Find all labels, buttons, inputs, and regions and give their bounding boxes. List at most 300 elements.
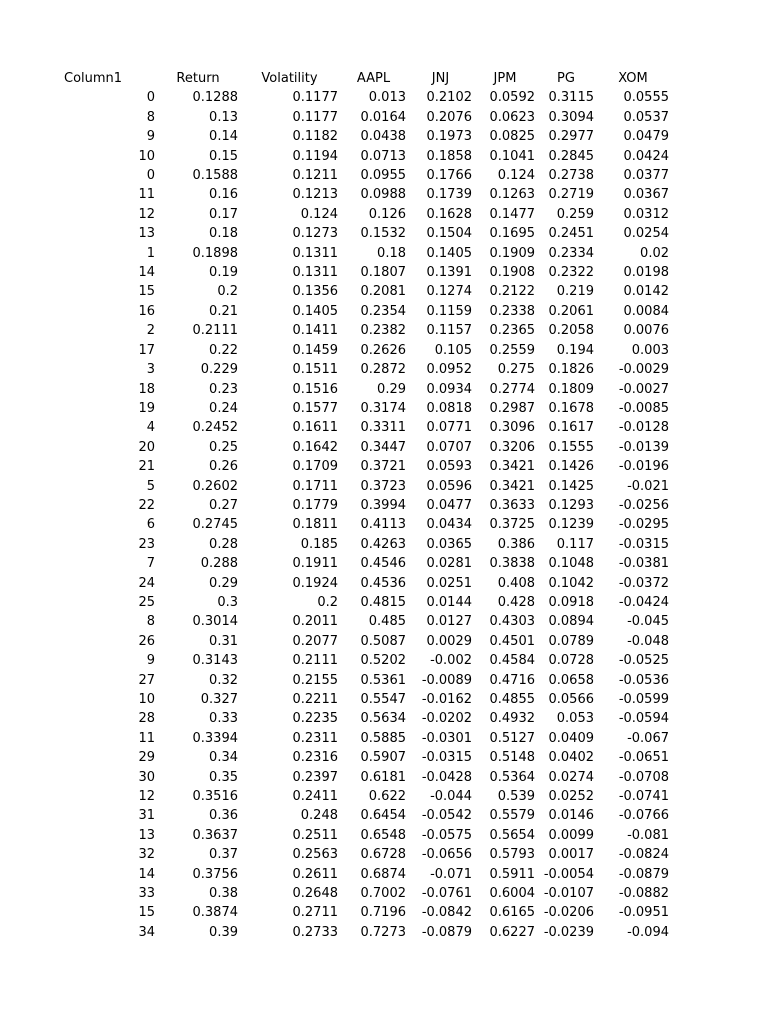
- table-cell[interactable]: 0.124: [497, 168, 535, 184]
- column-header[interactable]: XOM: [618, 71, 648, 86]
- table-cell[interactable]: 0.5885: [360, 730, 406, 746]
- table-cell[interactable]: 0.1182: [292, 129, 338, 145]
- table-cell[interactable]: 0.2452: [192, 420, 238, 436]
- row-index-cell[interactable]: 4: [146, 420, 155, 436]
- table-cell[interactable]: 0.2334: [548, 245, 594, 261]
- table-cell[interactable]: 0.38: [209, 886, 238, 902]
- table-cell[interactable]: 0.1211: [292, 168, 338, 184]
- table-cell[interactable]: 0.2382: [360, 323, 406, 339]
- table-cell[interactable]: 0.105: [434, 342, 472, 358]
- table-cell[interactable]: 0.126: [368, 206, 406, 222]
- table-cell[interactable]: 0.0952: [426, 362, 472, 378]
- table-cell[interactable]: -0.045: [627, 614, 669, 630]
- table-cell[interactable]: 0.1678: [548, 400, 594, 416]
- table-cell[interactable]: 0.3: [217, 594, 238, 610]
- table-cell[interactable]: 0.4815: [360, 594, 406, 610]
- table-cell[interactable]: 0.3725: [489, 517, 535, 533]
- table-cell[interactable]: 0.2397: [292, 769, 338, 785]
- column-header[interactable]: JNJ: [431, 71, 450, 86]
- table-cell[interactable]: 0.2411: [292, 789, 338, 805]
- table-cell[interactable]: 0.1924: [292, 575, 338, 591]
- table-cell[interactable]: 0.1356: [292, 284, 338, 300]
- table-cell[interactable]: 0.3994: [360, 497, 406, 513]
- table-cell[interactable]: -0.0536: [618, 672, 669, 688]
- table-cell[interactable]: 0.1194: [292, 148, 338, 164]
- table-cell[interactable]: 0.37: [209, 847, 238, 863]
- table-cell[interactable]: 0.25: [209, 439, 238, 455]
- table-cell[interactable]: 0.229: [200, 362, 238, 378]
- table-cell[interactable]: 0.2733: [292, 924, 338, 940]
- row-index-cell[interactable]: 26: [138, 633, 155, 649]
- table-cell[interactable]: 0.5087: [360, 633, 406, 649]
- table-cell[interactable]: 0.5634: [360, 711, 406, 727]
- table-cell[interactable]: -0.0741: [618, 789, 669, 805]
- table-cell[interactable]: 0.7196: [360, 905, 406, 921]
- table-cell[interactable]: 0.6227: [489, 924, 535, 940]
- row-index-cell[interactable]: 0: [146, 168, 155, 184]
- table-cell[interactable]: 0.1779: [292, 497, 338, 513]
- table-cell[interactable]: 0.0252: [548, 789, 594, 805]
- table-cell[interactable]: -0.0594: [618, 711, 669, 727]
- table-cell[interactable]: 0.2: [317, 594, 338, 610]
- row-index-cell[interactable]: 8: [146, 614, 155, 630]
- table-cell[interactable]: 0.0728: [548, 653, 594, 669]
- table-cell[interactable]: 0.5654: [489, 827, 535, 843]
- table-cell[interactable]: 0.2738: [548, 168, 594, 184]
- table-cell[interactable]: 0.4546: [360, 556, 406, 572]
- table-cell[interactable]: -0.0428: [421, 769, 472, 785]
- row-index-cell[interactable]: 8: [146, 109, 155, 125]
- table-cell[interactable]: 0.2774: [489, 381, 535, 397]
- table-cell[interactable]: 0.1504: [426, 226, 472, 242]
- table-cell[interactable]: -0.0029: [618, 362, 669, 378]
- table-cell[interactable]: 0.0076: [623, 323, 669, 339]
- table-cell[interactable]: 0.0409: [548, 730, 594, 746]
- table-cell[interactable]: 0.0127: [426, 614, 472, 630]
- table-cell[interactable]: 0.2211: [292, 692, 338, 707]
- table-cell[interactable]: 0.3447: [360, 439, 406, 455]
- table-cell[interactable]: -0.0381: [618, 556, 669, 572]
- table-cell[interactable]: 0.1973: [426, 129, 472, 145]
- table-cell[interactable]: -0.0128: [618, 420, 669, 436]
- table-cell[interactable]: 0.0198: [623, 265, 669, 281]
- table-cell[interactable]: 0.0825: [489, 129, 535, 145]
- table-cell[interactable]: -0.0879: [618, 866, 669, 882]
- table-cell[interactable]: 0.117: [556, 536, 594, 552]
- table-cell[interactable]: 0.4536: [360, 575, 406, 591]
- table-cell[interactable]: 0.0566: [548, 692, 594, 707]
- table-cell[interactable]: 0.1766: [426, 168, 472, 184]
- table-cell[interactable]: 0.288: [200, 556, 238, 572]
- row-index-cell[interactable]: 30: [138, 769, 155, 785]
- table-cell[interactable]: 0.17: [209, 206, 238, 222]
- table-cell[interactable]: 0.0017: [548, 847, 594, 863]
- table-cell[interactable]: -0.0315: [421, 750, 472, 766]
- table-cell[interactable]: 0.5127: [489, 730, 535, 746]
- table-cell[interactable]: 0.2316: [292, 750, 338, 766]
- table-cell[interactable]: 0.16: [209, 187, 238, 203]
- row-index-cell[interactable]: 6: [146, 517, 155, 533]
- table-cell[interactable]: 0.35: [209, 769, 238, 785]
- table-cell[interactable]: 0.1459: [292, 342, 338, 358]
- table-cell[interactable]: 0.0142: [623, 284, 669, 300]
- row-index-cell[interactable]: 19: [138, 400, 155, 416]
- table-cell[interactable]: 0.23: [209, 381, 238, 397]
- table-cell[interactable]: 0.2365: [489, 323, 535, 339]
- table-cell[interactable]: 0.4932: [489, 711, 535, 727]
- table-cell[interactable]: 0.485: [368, 614, 406, 630]
- table-cell[interactable]: 0.3637: [192, 827, 238, 843]
- row-index-cell[interactable]: 9: [146, 653, 155, 669]
- table-cell[interactable]: 0.2111: [292, 653, 338, 669]
- row-index-cell[interactable]: 27: [138, 672, 155, 688]
- table-cell[interactable]: 0.4263: [360, 536, 406, 552]
- table-cell[interactable]: -0.0761: [421, 886, 472, 902]
- table-cell[interactable]: 0.3633: [489, 497, 535, 513]
- table-cell[interactable]: 0.0537: [623, 109, 669, 125]
- row-index-cell[interactable]: 12: [138, 789, 155, 805]
- table-cell[interactable]: 0.1405: [426, 245, 472, 261]
- table-cell[interactable]: -0.0085: [618, 400, 669, 416]
- table-cell[interactable]: 0.3096: [489, 420, 535, 436]
- table-cell[interactable]: 0.219: [556, 284, 594, 300]
- table-cell[interactable]: -0.0575: [421, 827, 472, 843]
- table-cell[interactable]: 0.0029: [426, 633, 472, 649]
- table-cell[interactable]: 0.4113: [360, 517, 406, 533]
- table-cell[interactable]: 0.2011: [292, 614, 338, 630]
- table-cell[interactable]: 0.1695: [489, 226, 535, 242]
- table-cell[interactable]: 0.1532: [360, 226, 406, 242]
- table-cell[interactable]: 0.6728: [360, 847, 406, 863]
- table-cell[interactable]: 0.5361: [360, 672, 406, 688]
- table-cell[interactable]: 0.0251: [426, 575, 472, 591]
- table-cell[interactable]: -0.0525: [618, 653, 669, 669]
- table-cell[interactable]: 0.1273: [292, 226, 338, 242]
- table-cell[interactable]: -0.0542: [421, 808, 472, 824]
- table-cell[interactable]: 0.124: [300, 206, 338, 222]
- table-cell[interactable]: 0.3838: [489, 556, 535, 572]
- table-cell[interactable]: 0.0099: [548, 827, 594, 843]
- column-header[interactable]: AAPL: [356, 71, 391, 86]
- table-cell[interactable]: 0.5547: [360, 692, 406, 707]
- row-index-cell[interactable]: 7: [146, 556, 155, 572]
- table-cell[interactable]: 0.1511: [292, 362, 338, 378]
- table-cell[interactable]: 0.1477: [489, 206, 535, 222]
- row-index-cell[interactable]: 1: [146, 245, 155, 261]
- table-cell[interactable]: 0.2745: [192, 517, 238, 533]
- table-cell[interactable]: 0.2076: [426, 109, 472, 125]
- table-cell[interactable]: 0.0596: [426, 478, 472, 494]
- table-cell[interactable]: 0.2977: [548, 129, 594, 145]
- table-cell[interactable]: 0.0623: [489, 109, 535, 125]
- table-cell[interactable]: 0.0377: [623, 168, 669, 184]
- table-cell[interactable]: 0.0146: [548, 808, 594, 824]
- table-cell[interactable]: 0.327: [200, 692, 238, 707]
- table-cell[interactable]: 0.5148: [489, 750, 535, 766]
- table-cell[interactable]: 0.2987: [489, 400, 535, 416]
- table-cell[interactable]: 0.194: [556, 342, 594, 358]
- table-cell[interactable]: 0.1391: [426, 265, 472, 281]
- table-cell[interactable]: 0.0367: [623, 187, 669, 203]
- table-cell[interactable]: 0.0771: [426, 420, 472, 436]
- table-cell[interactable]: 0.2102: [426, 90, 472, 106]
- table-cell[interactable]: 0.3094: [548, 109, 594, 125]
- table-cell[interactable]: 0.003: [631, 342, 669, 358]
- table-cell[interactable]: 0.7002: [360, 886, 406, 902]
- table-cell[interactable]: 0.408: [497, 575, 535, 591]
- table-cell[interactable]: -0.094: [627, 924, 669, 940]
- table-cell[interactable]: 0.18: [209, 226, 238, 242]
- table-cell[interactable]: 0.3143: [192, 653, 238, 669]
- table-cell[interactable]: 0.1628: [426, 206, 472, 222]
- table-cell[interactable]: 0.2: [217, 284, 238, 300]
- table-cell[interactable]: 0.1177: [292, 90, 338, 106]
- table-cell[interactable]: -0.067: [627, 730, 669, 746]
- table-cell[interactable]: 0.2711: [292, 905, 338, 921]
- row-index-cell[interactable]: 10: [138, 692, 155, 707]
- table-cell[interactable]: 0.4716: [489, 672, 535, 688]
- table-cell[interactable]: -0.0424: [618, 594, 669, 610]
- table-cell[interactable]: 0.2311: [292, 730, 338, 746]
- table-cell[interactable]: 0.5202: [360, 653, 406, 669]
- table-cell[interactable]: 0.1611: [292, 420, 338, 436]
- table-cell[interactable]: 0.1617: [548, 420, 594, 436]
- table-cell[interactable]: 0.3421: [489, 459, 535, 475]
- table-cell[interactable]: 0.13: [209, 109, 238, 125]
- column-header[interactable]: JPM: [493, 71, 517, 86]
- table-cell[interactable]: 0.1177: [292, 109, 338, 125]
- table-cell[interactable]: 0.2235: [292, 711, 338, 727]
- table-cell[interactable]: 0.0281: [426, 556, 472, 572]
- table-cell[interactable]: 0.0955: [360, 168, 406, 184]
- table-cell[interactable]: 0.4584: [489, 653, 535, 669]
- table-cell[interactable]: -0.0202: [421, 711, 472, 727]
- table-cell[interactable]: 0.2626: [360, 342, 406, 358]
- table-cell[interactable]: 0.1293: [548, 497, 594, 513]
- table-cell[interactable]: 0.1898: [192, 245, 238, 261]
- table-cell[interactable]: 0.6454: [360, 808, 406, 824]
- table-cell[interactable]: 0.1911: [292, 556, 338, 572]
- table-cell[interactable]: -0.0708: [618, 769, 669, 785]
- table-cell[interactable]: -0.0651: [618, 750, 669, 766]
- table-cell[interactable]: -0.0824: [618, 847, 669, 863]
- table-cell[interactable]: 0.5793: [489, 847, 535, 863]
- table-cell[interactable]: -0.081: [627, 827, 669, 843]
- table-cell[interactable]: 0.1516: [292, 381, 338, 397]
- table-cell[interactable]: 0.1411: [292, 323, 338, 339]
- table-cell[interactable]: 0.3874: [192, 905, 238, 921]
- table-cell[interactable]: -0.0162: [421, 692, 472, 707]
- table-cell[interactable]: 0.32: [209, 672, 238, 688]
- table-cell[interactable]: 0.2061: [548, 303, 594, 319]
- table-cell[interactable]: 0.21: [209, 303, 238, 319]
- table-cell[interactable]: 0.2719: [548, 187, 594, 203]
- table-cell[interactable]: 0.2122: [489, 284, 535, 300]
- table-cell[interactable]: -0.0842: [421, 905, 472, 921]
- table-cell[interactable]: 0.24: [209, 400, 238, 416]
- table-cell[interactable]: 0.1709: [292, 459, 338, 475]
- column-header[interactable]: Column1: [64, 71, 123, 86]
- table-cell[interactable]: 0.2611: [292, 866, 338, 882]
- row-index-cell[interactable]: 0: [146, 90, 155, 106]
- table-cell[interactable]: 0.0658: [548, 672, 594, 688]
- table-cell[interactable]: 0.1213: [292, 187, 338, 203]
- table-cell[interactable]: 0.3174: [360, 400, 406, 416]
- table-cell[interactable]: 0.275: [497, 362, 535, 378]
- table-cell[interactable]: 0.428: [497, 594, 535, 610]
- table-cell[interactable]: 0.3394: [192, 730, 238, 746]
- table-cell[interactable]: 0.1288: [192, 90, 238, 106]
- table-cell[interactable]: -0.0315: [618, 536, 669, 552]
- table-cell[interactable]: 0.36: [209, 808, 238, 824]
- row-index-cell[interactable]: 2: [146, 323, 155, 339]
- table-cell[interactable]: 0.3721: [360, 459, 406, 475]
- table-cell[interactable]: 0.31: [209, 633, 238, 649]
- table-cell[interactable]: 0.622: [368, 789, 406, 805]
- table-cell[interactable]: 0.3206: [489, 439, 535, 455]
- table-cell[interactable]: 0.0988: [360, 187, 406, 203]
- table-cell[interactable]: -0.0139: [618, 439, 669, 455]
- row-index-cell[interactable]: 13: [138, 827, 155, 843]
- table-cell[interactable]: 0.1809: [548, 381, 594, 397]
- table-cell[interactable]: 0.1909: [489, 245, 535, 261]
- table-cell[interactable]: 0.5907: [360, 750, 406, 766]
- table-cell[interactable]: 0.0424: [623, 148, 669, 164]
- row-index-cell[interactable]: 18: [138, 381, 155, 397]
- table-cell[interactable]: -0.021: [627, 478, 669, 494]
- table-cell[interactable]: 0.1263: [489, 187, 535, 203]
- table-cell[interactable]: 0.1807: [360, 265, 406, 281]
- table-cell[interactable]: 0.2077: [292, 633, 338, 649]
- table-cell[interactable]: 0.2338: [489, 303, 535, 319]
- table-cell[interactable]: 0.5579: [489, 808, 535, 824]
- row-index-cell[interactable]: 5: [146, 478, 155, 494]
- table-cell[interactable]: 0.3014: [192, 614, 238, 630]
- table-cell[interactable]: 0.2648: [292, 886, 338, 902]
- table-cell[interactable]: -0.002: [430, 653, 472, 669]
- table-cell[interactable]: 0.0164: [360, 109, 406, 125]
- table-cell[interactable]: 0.29: [209, 575, 238, 591]
- table-cell[interactable]: 0.386: [497, 536, 535, 552]
- row-index-cell[interactable]: 14: [138, 265, 155, 281]
- table-cell[interactable]: 0.33: [209, 711, 238, 727]
- row-index-cell[interactable]: 16: [138, 303, 155, 319]
- table-cell[interactable]: 0.0254: [623, 226, 669, 242]
- table-cell[interactable]: 0.1588: [192, 168, 238, 184]
- table-cell[interactable]: 0.4303: [489, 614, 535, 630]
- table-cell[interactable]: 0.18: [377, 245, 406, 261]
- table-cell[interactable]: 0.1405: [292, 303, 338, 319]
- table-cell[interactable]: -0.044: [430, 789, 472, 805]
- row-index-cell[interactable]: 3: [146, 362, 155, 378]
- table-cell[interactable]: 0.6548: [360, 827, 406, 843]
- table-cell[interactable]: 0.1157: [426, 323, 472, 339]
- table-cell[interactable]: 0.2845: [548, 148, 594, 164]
- table-cell[interactable]: 0.3516: [192, 789, 238, 805]
- table-cell[interactable]: 0.1159: [426, 303, 472, 319]
- table-cell[interactable]: 0.0479: [623, 129, 669, 145]
- row-index-cell[interactable]: 24: [138, 575, 155, 591]
- table-cell[interactable]: 0.3311: [360, 420, 406, 436]
- row-index-cell[interactable]: 25: [138, 594, 155, 610]
- table-cell[interactable]: 0.6181: [360, 769, 406, 785]
- table-cell[interactable]: 0.0789: [548, 633, 594, 649]
- table-cell[interactable]: 0.2563: [292, 847, 338, 863]
- table-cell[interactable]: 0.1041: [489, 148, 535, 164]
- table-cell[interactable]: 0.26: [209, 459, 238, 475]
- table-cell[interactable]: 0.29: [377, 381, 406, 397]
- table-cell[interactable]: 0.1311: [292, 245, 338, 261]
- row-index-cell[interactable]: 22: [138, 497, 155, 513]
- table-cell[interactable]: 0.0274: [548, 769, 594, 785]
- row-index-cell[interactable]: 13: [138, 226, 155, 242]
- table-cell[interactable]: 0.0402: [548, 750, 594, 766]
- table-cell[interactable]: 0.22: [209, 342, 238, 358]
- table-cell[interactable]: -0.0766: [618, 808, 669, 824]
- table-cell[interactable]: 0.2081: [360, 284, 406, 300]
- table-cell[interactable]: 0.4501: [489, 633, 535, 649]
- row-index-cell[interactable]: 33: [138, 886, 155, 902]
- table-cell[interactable]: 0.2155: [292, 672, 338, 688]
- table-cell[interactable]: 0.1826: [548, 362, 594, 378]
- column-header[interactable]: Return: [176, 71, 220, 86]
- table-cell[interactable]: 0.1048: [548, 556, 594, 572]
- table-cell[interactable]: 0.2559: [489, 342, 535, 358]
- row-index-cell[interactable]: 32: [138, 847, 155, 863]
- table-cell[interactable]: 0.3115: [548, 90, 594, 106]
- table-cell[interactable]: 0.3756: [192, 866, 238, 882]
- table-cell[interactable]: 0.02: [640, 245, 669, 261]
- table-cell[interactable]: 0.28: [209, 536, 238, 552]
- table-cell[interactable]: 0.1642: [292, 439, 338, 455]
- row-index-cell[interactable]: 14: [138, 866, 155, 882]
- table-cell[interactable]: 0.0365: [426, 536, 472, 552]
- table-cell[interactable]: 0.34: [209, 750, 238, 766]
- table-cell[interactable]: 0.0312: [623, 206, 669, 222]
- table-cell[interactable]: 0.0593: [426, 459, 472, 475]
- table-cell[interactable]: 0.0713: [360, 148, 406, 164]
- table-cell[interactable]: 0.15: [209, 148, 238, 164]
- column-header[interactable]: PG: [557, 71, 575, 86]
- table-cell[interactable]: -0.0206: [543, 905, 594, 921]
- table-cell[interactable]: 0.1711: [292, 478, 338, 494]
- table-cell[interactable]: 0.2602: [192, 478, 238, 494]
- row-index-cell[interactable]: 15: [138, 905, 155, 921]
- table-cell[interactable]: 0.013: [368, 90, 406, 106]
- row-index-cell[interactable]: 31: [138, 808, 155, 824]
- table-cell[interactable]: -0.0089: [421, 672, 472, 688]
- table-cell[interactable]: 0.1577: [292, 400, 338, 416]
- table-cell[interactable]: 0.1811: [292, 517, 338, 533]
- table-cell[interactable]: 0.4855: [489, 692, 535, 707]
- table-cell[interactable]: 0.5364: [489, 769, 535, 785]
- table-cell[interactable]: 0.27: [209, 497, 238, 513]
- table-cell[interactable]: 0.0707: [426, 439, 472, 455]
- table-cell[interactable]: 0.0144: [426, 594, 472, 610]
- row-index-cell[interactable]: 20: [138, 439, 155, 455]
- row-index-cell[interactable]: 23: [138, 536, 155, 552]
- table-cell[interactable]: 0.0934: [426, 381, 472, 397]
- table-cell[interactable]: -0.0656: [421, 847, 472, 863]
- table-cell[interactable]: 0.0438: [360, 129, 406, 145]
- row-index-cell[interactable]: 11: [138, 730, 155, 746]
- table-cell[interactable]: 0.3723: [360, 478, 406, 494]
- table-cell[interactable]: 0.1239: [548, 517, 594, 533]
- table-cell[interactable]: 0.0555: [623, 90, 669, 106]
- table-cell[interactable]: -0.0951: [618, 905, 669, 921]
- table-cell[interactable]: -0.0107: [543, 886, 594, 902]
- table-cell[interactable]: -0.048: [627, 633, 669, 649]
